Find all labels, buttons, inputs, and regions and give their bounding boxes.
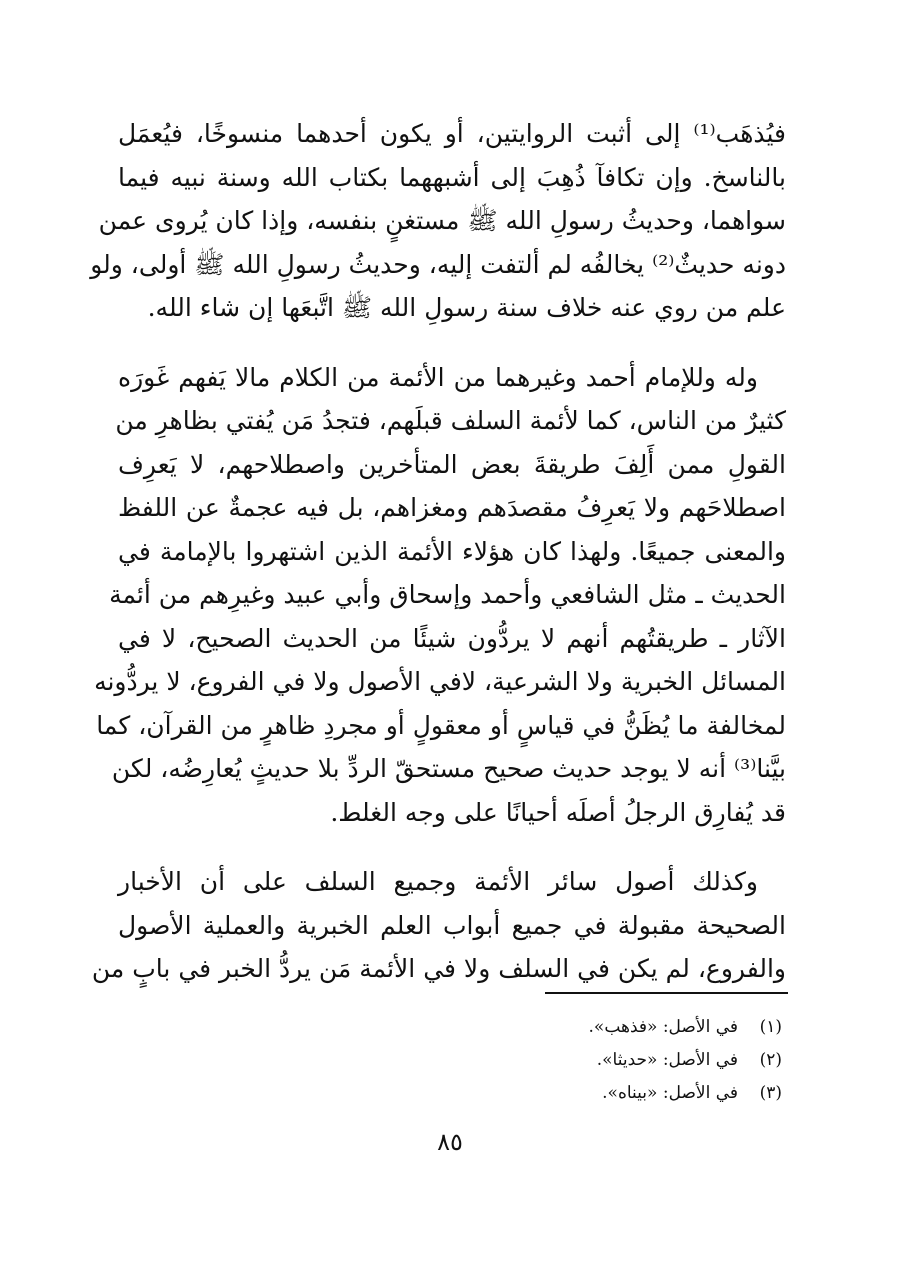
text-line: علم من روي عنه خلاف سنة رسولِ الله ﷺ اتَّبعَها إن شاء الله. [147, 293, 786, 322]
footnote-number: (٣) [759, 1083, 782, 1103]
text-line: اصطلاحَهم ولا يَعرِفُ مقصدَهم ومغزاهم، بل فيه عجمةٌ عن اللفظ [118, 493, 786, 522]
text-line: والفروع، لم يكن في السلف ولا في الأئمة مَن يردُّ الخبر في بابٍ من [91, 954, 786, 983]
paragraph-3 [91, 860, 786, 991]
footnote-3 [589, 1077, 782, 1110]
text-line: الحديث ـ مثل الشافعي وأحمد وإسحاق وأبي عبيد وغيرِهم من أئمة [109, 580, 786, 609]
footnote-number: (٢) [759, 1050, 782, 1070]
paragraph-2 [94, 356, 786, 835]
footnote-1 [589, 1011, 782, 1044]
text-line: سواهما، وحديثُ رسولِ الله ﷺ مستغنٍ بنفسه، وإذا كان يُروى عمن [98, 206, 786, 235]
footnote-number: (١) [759, 1017, 782, 1037]
text-line: وله وللإمام أحمد وغيرهما من الأئمة من الكلام مالا يَفهم غَورَه [118, 362, 758, 392]
paragraph-1 [90, 112, 786, 330]
footnote-2 [589, 1044, 782, 1077]
page-number: ٨٥ [437, 1128, 463, 1156]
text-line: قد يُفارِق الرجلُ أصلَه أحيانًا على وجه الغلط. [330, 797, 786, 827]
text-line: لمخالفة ما يُظَنُّ في قياسٍ أو معقولٍ أو مجردِ ظاهرٍ من القرآن، كما [96, 710, 786, 740]
footnotes [589, 1011, 782, 1110]
text-line: فيُذهَب⁽¹⁾ إلى أثبت الروايتين، أو يكون أحدهما منسوخًا، فيُعمَل [118, 119, 786, 148]
main-text [90, 112, 786, 991]
text-line: والمعنى جميعًا. ولهذا كان هؤلاء الأئمة الذين اشتهروا بالإمامة في [118, 536, 786, 566]
text-line: دونه حديثٌ⁽²⁾ يخالفُه لم ألتفت إليه، وحديثُ رسولِ الله ﷺ أولى، ولو [90, 249, 786, 279]
footnote-divider [545, 992, 788, 994]
text-line: الصحيحة مقبولة في جميع أبواب العلم الخبرية والعملية الأصول [118, 910, 786, 940]
footnote-text: في الأصل: «حديثا». [596, 1050, 738, 1070]
text-line: بيَّنا⁽³⁾ أنه لا يوجد حديث صحيح مستحقّ الردِّ بلا حديثٍ يُعارِضُه، لكن [111, 754, 786, 783]
footnote-text: في الأصل: «بيناه». [602, 1083, 738, 1103]
text-line: وكذلك أصول سائر الأئمة وجميع السلف على أن الأخبار [118, 867, 758, 896]
text-line: المسائل الخبرية ولا الشرعية، لافي الأصول ولا في الفروع، لا يردُّونه [94, 667, 786, 696]
text-line: كثيرٌ من الناس، كما لأئمة السلف قبلَهم، فتجدُ مَن يُفتي بظاهرِ من [115, 406, 786, 435]
text-line: بالناسخ. وإن تكافآ ذُهِبَ إلى أشبههما بكتاب الله وسنة نبيه فيما [118, 162, 786, 192]
text-line: القولِ ممن أَلِفَ طريقةَ بعض المتأخرين واصطلاحهم، لا يَعرِف [118, 449, 786, 479]
footnote-text: في الأصل: «فذهب». [588, 1017, 738, 1037]
text-line: الآثار ـ طريقتُهم أنهم لا يردُّون شيئًا من الحديث الصحيح، لا في [118, 623, 786, 653]
